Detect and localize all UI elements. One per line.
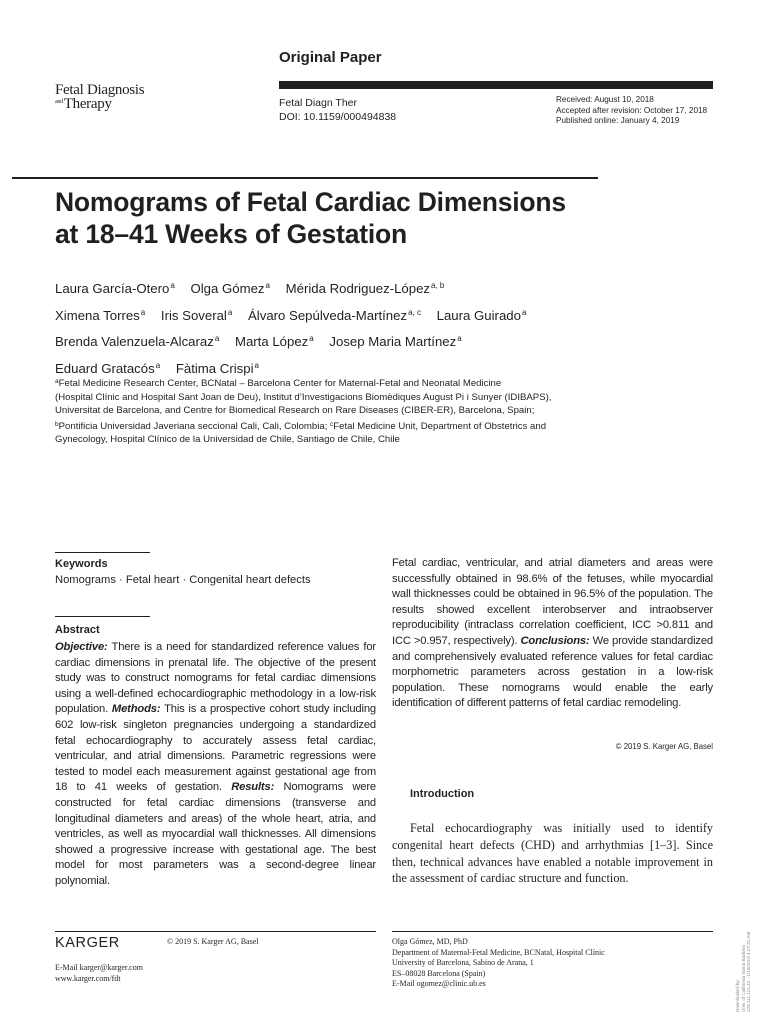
keywords-heading: Keywords [55, 558, 108, 570]
results-text: Nomograms were constructed for fetal cardiac dimensions (transverse and longitudinal diameters and areas) of the whole heart, atria, and ventricles, as well as myocardial wall thicknesses. All dimensions showed a progressive increase with gestational age. The best model for most parameters was a second-degree linear polynomial. [55, 781, 377, 887]
author: Fàtima Crispi$^a$ [175, 361, 259, 377]
doi[interactable]: DOI: 10.1159/000494838 [279, 111, 397, 123]
author: Laura García-Otero$^a$ [55, 281, 175, 296]
received-date: Received: August 10, 2018 [556, 95, 654, 104]
author: Eduard Gratacós$^a$ [55, 361, 161, 377]
abstract-rule [55, 616, 150, 617]
publisher-website[interactable]: www.karger.com/fdt [55, 973, 121, 983]
journal-logo-line1: Fetal Diagnosis [55, 82, 145, 98]
abstract-heading: Abstract [55, 624, 100, 636]
affiliation-a-line2: (Hospital Clínic and Hospital Sant Joan de Deu), Institut d’Investigacions Biomèdiques August Pi i Sunyer (IDIBAPS), [55, 391, 552, 403]
author: Iris Soveral$^a$ [160, 307, 233, 323]
affiliation-a-line3: Universitat de Barcelona, and Centre for Biomedical Research on Rare Diseases (CIBER-ER), Barcelona, Spain; [55, 405, 535, 417]
author: Ximena Torres$^a$ [55, 307, 146, 323]
author: Mérida Rodriguez-López$^{a, b}$ [285, 281, 445, 296]
footer-copyright: © 2019 S. Karger AG, Basel [167, 937, 259, 946]
affiliation-c-line2: Gynecology, Hospital Clínico de la Universidad de Chile, Santiago de Chile, Chile [55, 434, 400, 446]
affiliation-a-line1: $^a$Fetal Medicine Research Center, BCNatal – Barcelona Center for Maternal-Fetal and Neonatal Medicine [55, 378, 502, 389]
correspondence-email[interactable]: E-Mail ogomez@clinic.ub.es [392, 979, 486, 989]
published-date: Published online: January 4, 2019 [556, 116, 680, 125]
author: Josep Maria Martínez$^a$ [329, 334, 462, 350]
journal-citation [279, 96, 396, 124]
author: Brenda Valenzuela-Alcaraz$^a$ [55, 334, 220, 350]
author-list [55, 274, 695, 381]
abstract-right-column [392, 556, 713, 712]
methods-label: Methods: [111, 703, 161, 716]
keywords-text: Nomograms · Fetal heart · Congenital heart defects [55, 574, 311, 586]
journal-logo-amp: and [55, 99, 63, 105]
journal-logo-therapy: Therapy [63, 96, 112, 112]
abstract-continued-text: Fetal cardiac, ventricular, and atrial diameters and areas were successfully obtained in 98.6% of the fetuses, while myocardial wall thicknesses could be obtained in 96.5% of the population. The results showed excellent interobserver and intraobserver reproducibility (intraclass correlation coefficient, ICC >0.811 and ICC >0.957, respectively). [392, 557, 713, 647]
author: Olga Gómez$^a$ [190, 281, 270, 296]
correspondence-city: ES–08028 Barcelona (Spain) [392, 968, 486, 978]
correspondence-dept: Department of Maternal-Fetal Medicine, BCNatal, Hospital Clínic [392, 947, 605, 957]
publisher-logo: KARGER [55, 935, 120, 951]
title-rule [12, 177, 598, 179]
footer-rule-left [55, 931, 376, 932]
title-line-2: at 18–41 Weeks of Gestation [55, 219, 408, 249]
journal-logo [55, 82, 175, 116]
results-label: Results: [231, 781, 275, 794]
footer-rule-right [392, 931, 713, 932]
title-line-1: Nomograms of Fetal Cardiac Dimensions [55, 187, 566, 217]
journal-abbrev: Fetal Diagn Ther [279, 97, 358, 109]
publisher-email[interactable]: E-Mail karger@karger.com [55, 963, 143, 972]
correspondence [392, 937, 605, 990]
conclusions-label: Conclusions: [520, 634, 590, 647]
correspondence-address: University of Barcelona, Sabino de Arana, 1 [392, 958, 534, 968]
introduction-text: Fetal echocardiography was initially used to identify congenital heart defects (CHD) and arrhythmias [1–3]. Since then, technical advances have enabled a notable improvement in the assessment of cardiac structure and function. [392, 821, 713, 886]
author: Álvaro Sepúlveda-Martínez$^{a, c}$ [248, 307, 421, 323]
objective-text: There is a need for standardized reference values for cardiac dimensions in prenatal life. The objective of the present study was to construct nomograms for fetal cardiac dimensions using a well-defined echocardiographic methodology in a low-risk population. [55, 641, 376, 716]
author-line-3 [55, 327, 695, 354]
author-line-2 [55, 301, 695, 328]
objective-label: Objective: [55, 641, 108, 653]
author-line-1 [55, 274, 695, 301]
affiliations [55, 375, 635, 447]
accepted-date: Accepted after revision: October 17, 2018 [556, 105, 708, 115]
article-dates [556, 95, 707, 127]
publisher-contact [55, 963, 143, 984]
methods-text: This is a prospective cohort study including 602 low-risk singleton pregnancies undergoing a standardized fetal echocardiography to accurately assess fetal cardiac, ventricular, and atrial dimensions. Parametric regressions were tested to model each measurement against gestational age from 18 to 41 weeks of gestation. [55, 703, 376, 794]
correspondence-name: Olga Gómez, MD, PhD [392, 937, 468, 946]
download-note: Downloaded by: Univ. of California Santa Barbara 128.111.121.42 - 1/10/2019 4:27:31 AM [735, 931, 752, 1012]
introduction-heading: Introduction [410, 788, 475, 800]
header-rule [279, 81, 713, 89]
abstract-left-column [55, 640, 376, 890]
keywords-rule [55, 552, 150, 553]
abstract-copyright: © 2019 S. Karger AG, Basel [615, 742, 713, 751]
journal-logo-line2 [55, 96, 112, 113]
author: Marta López$^a$ [234, 334, 314, 350]
affiliation-bc-line1: $^b$Pontificia Universidad Javeriana seccional Cali, Cali, Colombia; $^c$Fetal Medicine Unit, Department of Obstetrics and [55, 420, 547, 432]
section-label: Original Paper [279, 49, 382, 66]
conclusions-text: We provide standardized and comprehensively evaluated reference values for fetal cardiac morphometric parameters across gestation in a low-risk population. These nomograms would enable the early identification of different patterns of fetal cardiac remodeling. [392, 634, 713, 710]
article-title [55, 186, 675, 250]
author: Laura Guirado$^a$ [436, 307, 527, 323]
